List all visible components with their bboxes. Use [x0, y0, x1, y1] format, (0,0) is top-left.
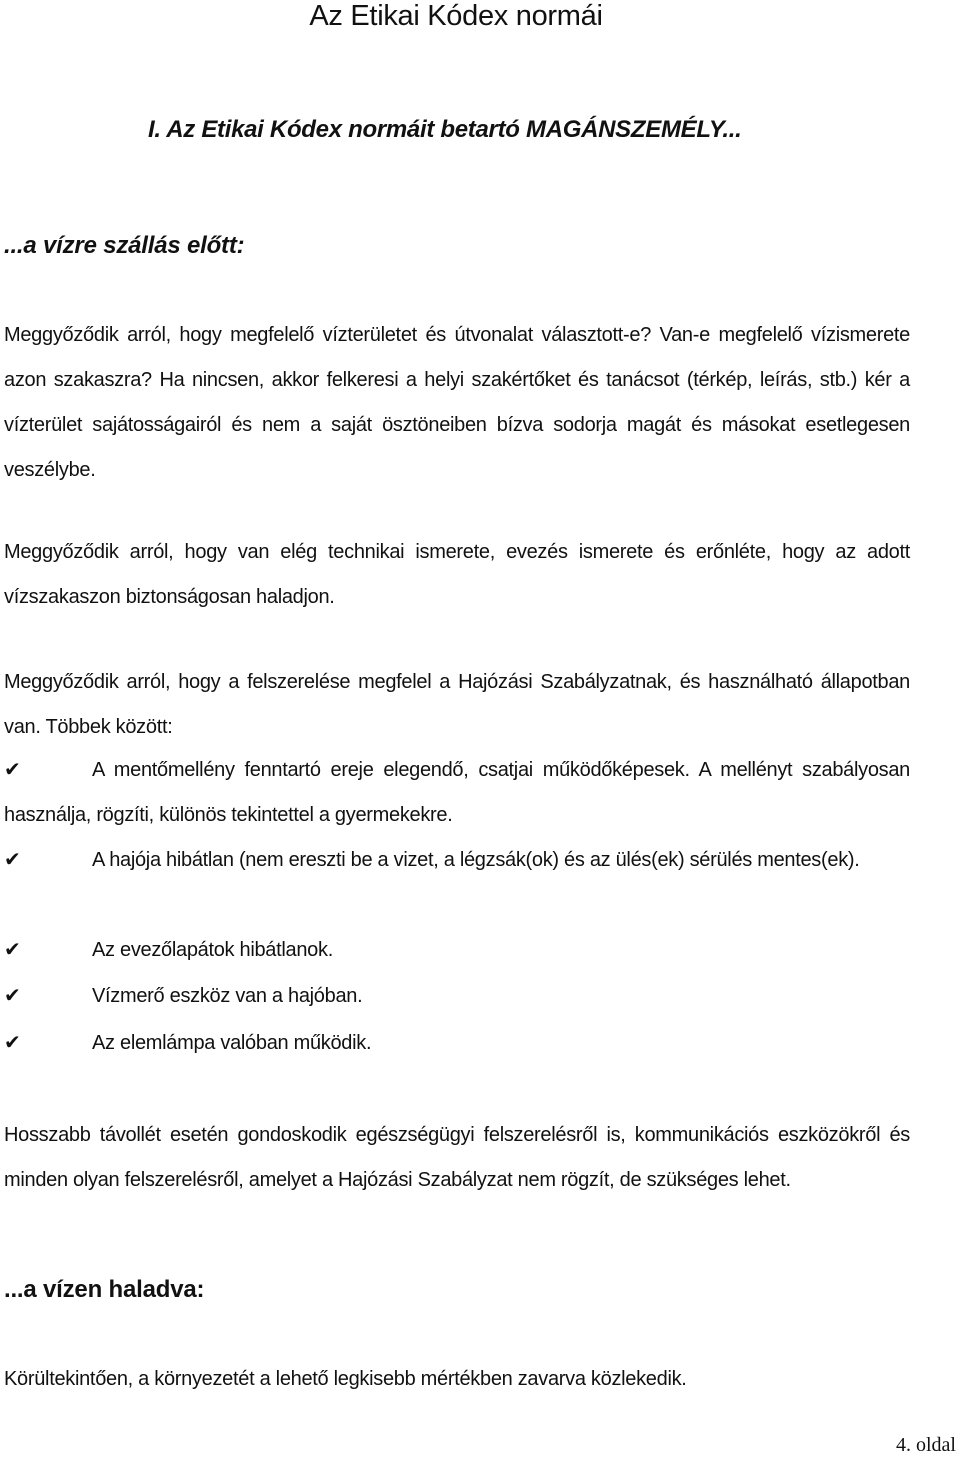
section-heading-on-water: ...a vízen haladva: — [4, 1276, 205, 1303]
checklist-item-text: Vízmerő eszköz van a hajóban. — [92, 985, 363, 1007]
paragraph-water-knowledge: Meggyőződik arról, hogy megfelelő vízterületet és útvonalat választott-e? Van-e megfelelő vízismerete azon szakaszra? Ha nincsen, akkor felkeresi a helyi szakértőket és tanácsot (térkép, leírás, stb.) kér a vízterület sajátosságairól és nem a saját ösztöneiben bízva sodorja magát és másokat esetlegesen veszélybe. — [4, 324, 910, 481]
checklist-item-flashlight — [4, 1020, 910, 1066]
checklist-item-life-vest — [4, 747, 910, 838]
checklist-item-text: A hajója hibátlan (nem ereszti be a vizet, a légzsák(ok) és az ülés(ek) sérülés mentes(ek). — [92, 849, 860, 871]
paragraph-technical-knowledge: Meggyőződik arról, hogy van elég technikai ismerete, evezés ismerete és erőnléte, hogy az adott vízszakaszon biztonságosan haladjon. — [4, 541, 910, 608]
paragraph-equipment: Meggyőződik arról, hogy a felszerelése megfelel a Hajózási Szabályzatnak, és használható állapotban van. Többek között: — [4, 671, 910, 738]
paragraph-long-absence: Hosszabb távollét esetén gondoskodik egészségügyi felszerelésről is, kommunikációs eszközökről és minden olyan felszerelésről, amelyet a Hajózási Szabályzat nem rögzít, de szükséges lehet. — [4, 1124, 910, 1191]
checklist-item-text: Az elemlámpa valóban működik. — [92, 1032, 372, 1054]
section-heading-before-boarding: ...a vízre szállás előtt: — [4, 232, 245, 259]
document-title: Az Etikai Kódex normái — [309, 0, 603, 32]
document-subtitle: I. Az Etikai Kódex normáit betartó MAGÁNSZEMÉLY... — [148, 116, 742, 143]
paragraph-careful-travel: Körültekintően, a környezetét a lehető legkisebb mértékben zavarva közlekedik. — [4, 1368, 687, 1390]
checkmark-icon: ✔ — [4, 937, 21, 961]
checkmark-icon: ✔ — [4, 847, 21, 871]
checklist-item-boat — [4, 837, 910, 883]
checklist-item-text: Az evezőlapátok hibátlanok. — [92, 939, 333, 961]
checklist-item-text: A mentőmellény fenntartó ereje elegendő, csatjai működőképesek. A mellényt szabályosan használja, rögzíti, különös tekintettel a gyermekekre. — [4, 759, 910, 826]
checkmark-icon: ✔ — [4, 1030, 21, 1054]
checkmark-icon: ✔ — [4, 757, 21, 781]
checklist-item-bailer — [4, 973, 910, 1019]
page-number: 4. oldal — [896, 1434, 956, 1456]
checkmark-icon: ✔ — [4, 983, 21, 1007]
checklist-item-paddles — [4, 927, 910, 973]
